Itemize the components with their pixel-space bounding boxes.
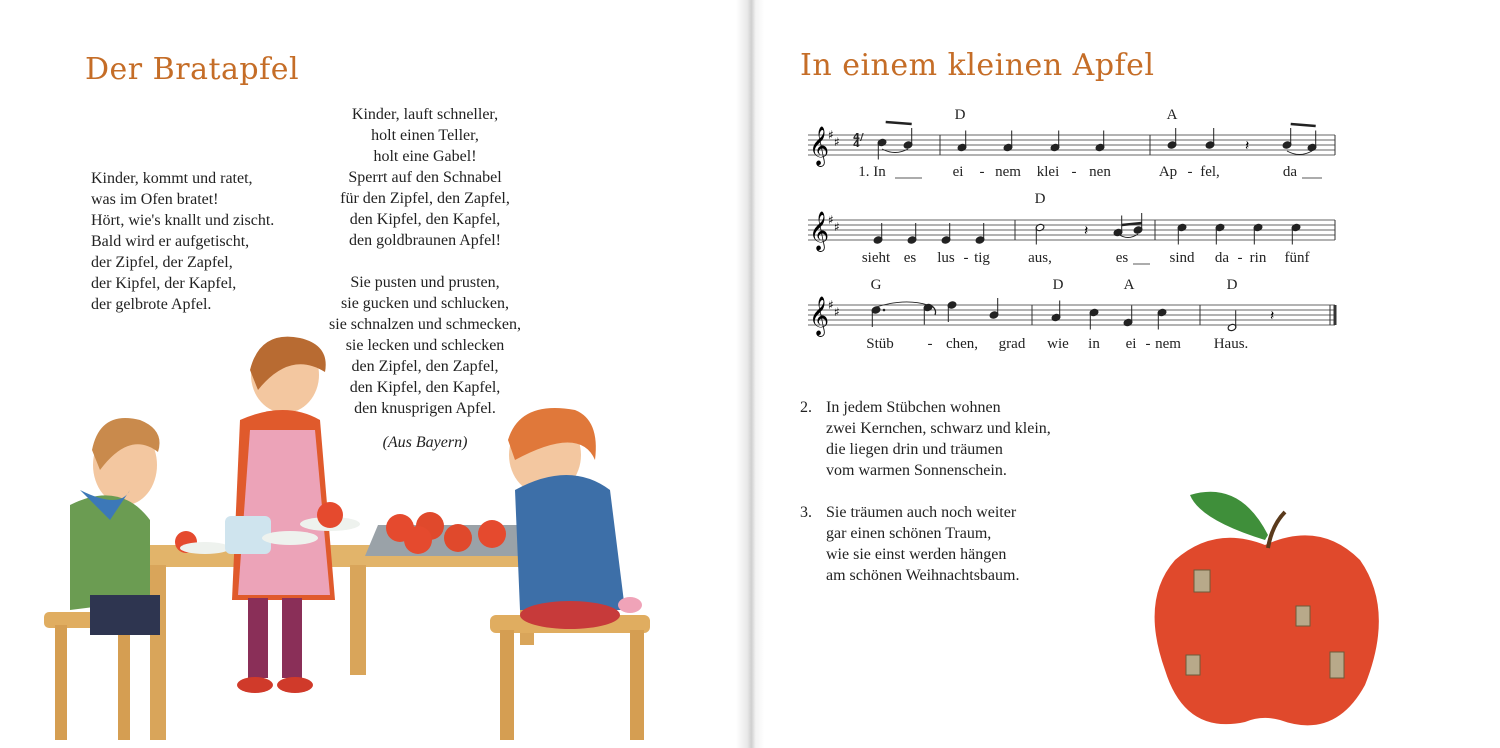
poem-line: sie gucken und schlucken, [341, 295, 509, 312]
chord-symbol: A [1166, 107, 1178, 123]
sharp-icon: ♯ [828, 128, 834, 142]
lyric-syllable: in [1088, 336, 1100, 352]
chord-symbol: G [870, 277, 882, 293]
chord-symbol: D [1052, 277, 1064, 293]
poem-line: den goldbraunen Apfel! [349, 232, 501, 249]
poem-line: für den Zipfel, den Zapfel, [340, 190, 510, 207]
lyric-syllable: wie [1047, 336, 1069, 352]
verse-line: Sie träumen auch noch weiter [826, 504, 1017, 521]
slur [1287, 151, 1312, 155]
lyric-syllable: da [1282, 164, 1298, 180]
beam [886, 122, 912, 124]
treble-clef-icon: 𝄞 [809, 296, 830, 336]
lyric-syllable: ei [952, 164, 964, 180]
rest-icon: 𝄽 [1270, 308, 1275, 324]
dot [883, 309, 886, 312]
lyric-syllable: nem [995, 164, 1021, 180]
verse-number: 3. [800, 504, 812, 521]
poem-line: den knusprigen Apfel. [354, 400, 496, 417]
lyric-syllable: - [1145, 336, 1151, 352]
lyric-syllable: 1. In [858, 164, 886, 180]
sharp-icon: ♯ [834, 305, 840, 319]
poem-line: Hört, wie's knallt und zischt. [91, 212, 275, 229]
lyric-syllable: - [1237, 250, 1243, 266]
sharp-icon: ♯ [834, 220, 840, 234]
lyric-syllable: Ap [1158, 164, 1178, 180]
lyric-syllable: fünf [1284, 250, 1310, 266]
poem-line: Sie pusten und prusten, [350, 274, 500, 291]
rest-icon: 𝄽 [1084, 223, 1089, 239]
chord-symbol: D [954, 107, 966, 123]
lyric-syllable: tig [974, 250, 990, 266]
poem-line: Bald wird er aufgetischt, [91, 233, 250, 250]
lyric-syllable: Haus. [1213, 336, 1249, 352]
poem-line: den Kipfel, den Kapfel, [349, 211, 501, 228]
lyric-syllable: - [1187, 164, 1193, 180]
time-signature: 4/4 [853, 132, 864, 150]
lyric-syllable: klei [1036, 164, 1060, 180]
treble-clef-icon: 𝄞 [809, 126, 830, 166]
lyric-syllable: - [979, 164, 985, 180]
verse-number: 2. [800, 399, 812, 416]
poem-line: den Kipfel, den Kapfel, [349, 379, 501, 396]
lyric-syllable: - [1071, 164, 1077, 180]
lyric-syllable: - [927, 336, 933, 352]
slur [876, 302, 928, 307]
poem-line: Kinder, lauft schneller, [351, 106, 499, 123]
lyric-syllable: da [1214, 250, 1230, 266]
chord-symbol: D [1034, 191, 1046, 207]
verse-line: gar einen schönen Traum, [826, 525, 992, 542]
lyric-syllable: nen [1089, 164, 1111, 180]
lyric-syllable: fel, [1200, 164, 1220, 180]
verse-line: zwei Kernchen, schwarz und klein, [826, 420, 1051, 437]
poem-line: was im Ofen bratet! [91, 191, 219, 208]
verse-line: vom warmen Sonnenschein. [826, 462, 1007, 479]
sharp-icon: ♯ [828, 213, 834, 227]
slur [882, 149, 908, 153]
verse-line: wie sie einst werden hängen [826, 546, 1007, 563]
lyric-syllable: - [963, 250, 969, 266]
lyric-syllable: grad [998, 336, 1026, 352]
beam [1291, 124, 1316, 126]
poem-line: holt eine Gabel! [373, 148, 477, 165]
verse-line: am schönen Weihnachtsbaum. [826, 567, 1020, 584]
poem-line: der Zipfel, der Zapfel, [91, 254, 233, 271]
verse-line: In jedem Stübchen wohnen [826, 399, 1001, 416]
lyric-syllable: lus [937, 250, 955, 266]
poem-line: Sperrt auf den Schnabel [348, 169, 502, 186]
lyric-syllable: sieht [861, 250, 891, 266]
lyric-syllable: Stüb [866, 336, 894, 352]
lyric-syllable: aus, [1028, 250, 1052, 266]
sharp-icon: ♯ [828, 298, 834, 312]
poem-line: der gelbrote Apfel. [91, 296, 212, 313]
chord-symbol: A [1123, 277, 1135, 293]
poem-line: sie lecken und schlecken [345, 337, 505, 354]
treble-clef-icon: 𝄞 [809, 211, 830, 251]
rest-icon: 𝄽 [1245, 138, 1250, 154]
lyric-syllable: ei [1125, 336, 1137, 352]
verse-line: die liegen drin und träumen [826, 441, 1003, 458]
chord-symbol: D [1226, 277, 1238, 293]
song-title: In einem kleinen Apfel [800, 48, 1155, 83]
lyric-syllable: es [903, 250, 917, 266]
lyric-syllable: rin [1249, 250, 1267, 266]
lyric-syllable: sind [1169, 250, 1195, 266]
lyric-syllable: chen, [945, 336, 979, 352]
poem-line: Kinder, kommt und ratet, [91, 170, 253, 187]
lyric-syllable: es [1115, 250, 1129, 266]
poem-line: der Kipfel, der Kapfel, [91, 275, 237, 292]
poem-line: holt einen Teller, [371, 127, 479, 144]
poem-title: Der Bratapfel [85, 52, 300, 87]
lyric-syllable: nem [1155, 336, 1181, 352]
poem-source: (Aus Bayern) [382, 434, 468, 451]
poem-line: den Zipfel, den Zapfel, [351, 358, 499, 375]
sharp-icon: ♯ [834, 135, 840, 149]
poem-line: sie schnalzen und schmecken, [329, 316, 521, 333]
